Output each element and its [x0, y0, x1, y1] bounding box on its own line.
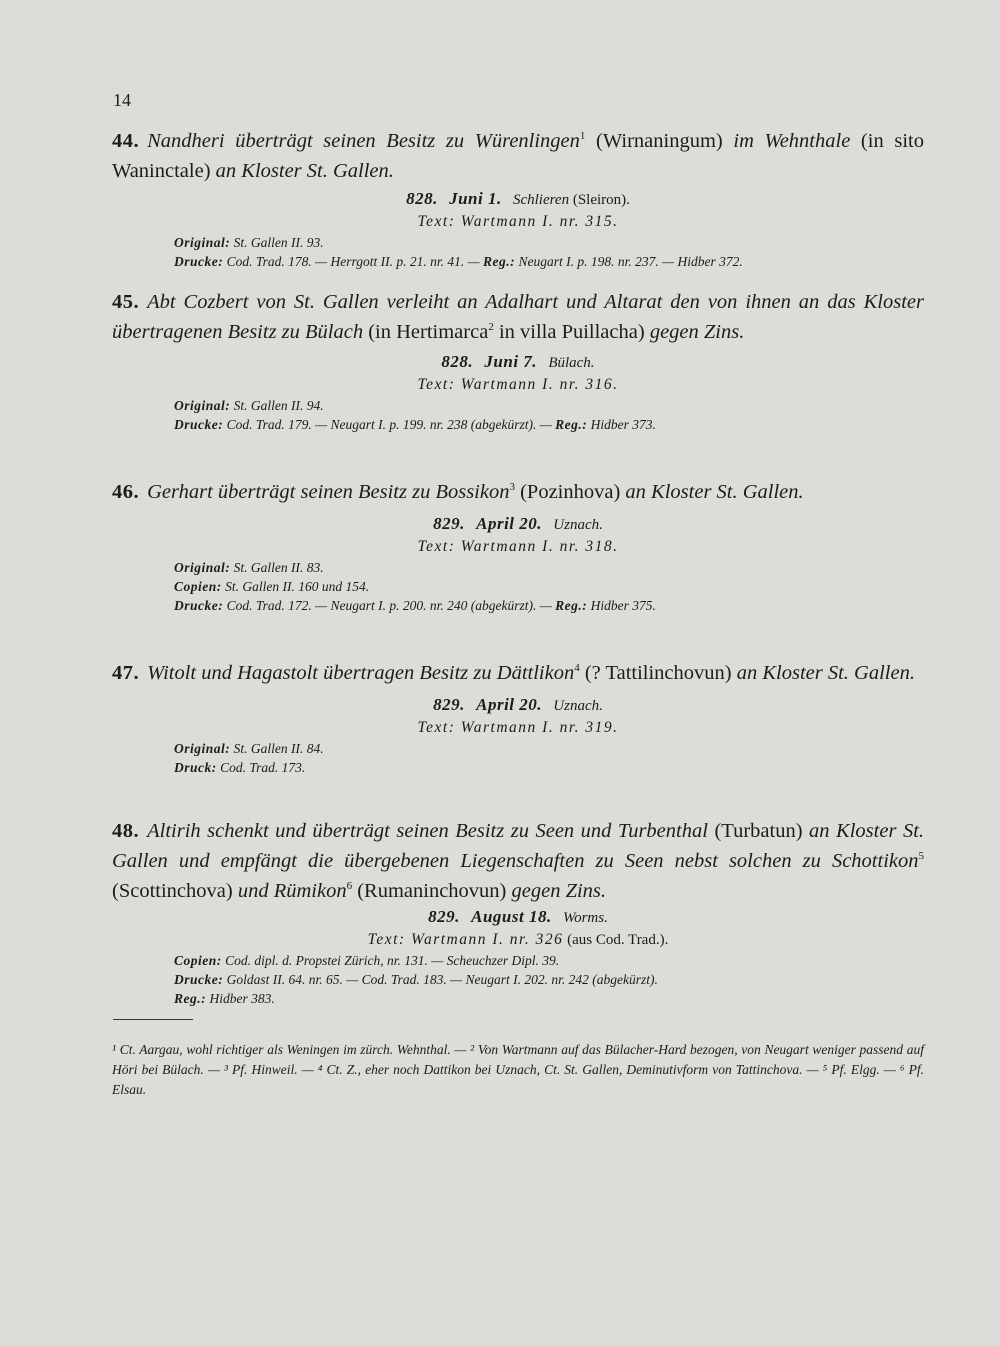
page-number: 14 [113, 90, 131, 110]
heading-part: gegen Zins. [649, 321, 745, 343]
footnotes: ¹ Ct. Aargau, wohl richtiger als Weningen im zürch. Wehnthal. — ² Von Wartmann auf das Bülacher-Hard bezogen, von Neugart weniger passend auf Höri bei Bülach. — ³ Pf. Hinweil. — ⁴ Ct. Z., eher noch Dattikon bei Uznach, Ct. St. Gallen, Deminutivform von Tattinchova. — ⁵ Pf. Elgg. — ⁶ Pf. Elsau. [112, 1042, 924, 1097]
footnote-ref: 2 [488, 321, 494, 334]
heading-part: Abt Cozbert von St. Gallen verleiht an Adalhart und Altarat den von ihnen an das Kloster übertragenen Besitz zu Bülach [112, 291, 924, 343]
text-reference: Text: Wartmann I. nr. 318. [417, 538, 619, 555]
text-reference: Text: Wartmann I. nr. 315. [417, 213, 619, 230]
entry-number: 44. [112, 130, 140, 152]
footnote-ref: 4 [574, 662, 580, 675]
heading-part: (Wirnaningum) [585, 130, 734, 152]
footnote-ref: 5 [918, 850, 924, 863]
text-reference: Text: Wartmann I. nr. 316. [417, 376, 619, 393]
heading-part: an Kloster St. Gallen. [625, 481, 804, 503]
entry-heading [112, 477, 924, 507]
entry-number: 46. [112, 481, 140, 503]
entry-48 [112, 816, 924, 1008]
entry-heading [112, 126, 924, 186]
heading-part: in villa Puillacha) [493, 321, 650, 343]
heading-part: (Pozinhova) [514, 481, 626, 503]
entry-44 [112, 126, 924, 271]
footnote-ref: 1 [579, 130, 586, 143]
entry-46 [112, 477, 924, 615]
prints-line: Drucke: Goldast II. 64. nr. 65. — Cod. Trad. 183. — Neugart I. 202. nr. 242 (abgekürzt). [174, 972, 658, 987]
heading-part: an Kloster St. Gallen. [736, 662, 915, 684]
heading-part: Altirih schenkt und überträgt seinen Besitz zu Seen und Turbenthal [147, 820, 708, 842]
date-line: 828. Juni 7. Bülach. [441, 352, 595, 371]
copies-line: Copien: Cod. dipl. d. Propstei Zürich, nr. 131. — Scheuchzer Dipl. 39. [174, 953, 560, 968]
entry-47 [112, 658, 924, 777]
entry-heading [112, 658, 924, 688]
date-line: 829. April 20. Uznach. [433, 514, 603, 533]
prints-line: Drucke: Cod. Trad. 179. — Neugart I. p. 199. nr. 238 (abgekürzt). — Reg.: Hidber 373. [174, 417, 656, 432]
date-line: 829. August 18. Worms. [428, 907, 608, 926]
footnote-divider [113, 1019, 193, 1020]
footnote-ref: 6 [346, 880, 353, 893]
regest-line: Reg.: Hidber 383. [174, 991, 275, 1006]
heading-part: Nandheri überträgt seinen Besitz zu Würenlingen [147, 130, 580, 152]
original-line: Original: St. Gallen II. 93. [174, 235, 324, 250]
text-reference: Text: Wartmann I. nr. 326 (aus Cod. Trad.). [367, 931, 669, 948]
heading-part: und Rümikon [237, 880, 347, 902]
date-line: 828. Juni 1. Schlieren (Sleiron). [406, 189, 630, 208]
heading-part: im Wehnthale [733, 130, 851, 152]
entry-heading [112, 287, 924, 347]
date-line: 829. April 20. Uznach. [433, 695, 603, 714]
prints-line: Drucke: Cod. Trad. 172. — Neugart I. p. 200. nr. 240 (abgekürzt). — Reg.: Hidber 375. [174, 598, 656, 613]
copies-line: Copien: St. Gallen II. 160 und 154. [174, 579, 370, 594]
entry-number: 48. [112, 820, 140, 842]
entry-heading [112, 816, 924, 906]
original-line: Original: St. Gallen II. 94. [174, 398, 324, 413]
original-line: Original: St. Gallen II. 84. [174, 741, 324, 756]
prints-line: Druck: Cod. Trad. 173. [174, 760, 306, 775]
heading-part: (Turbatun) [707, 820, 810, 842]
heading-part: an Kloster St. Gallen. [215, 160, 394, 182]
heading-part: (in sito Waninctale) [112, 130, 924, 182]
heading-part: an Kloster St. Gallen und empfängt die übergebenen Liegenschaften zu Seen nebst solchen zu Schottikon [112, 820, 925, 872]
footnote-ref: 3 [509, 481, 515, 494]
heading-part: Gerhart überträgt seinen Besitz zu Bossikon [147, 481, 510, 503]
text-reference: Text: Wartmann I. nr. 319. [417, 719, 619, 736]
heading-part: (in Hertimarca [363, 321, 489, 343]
heading-part: (Scottinchova) [112, 880, 238, 902]
original-line: Original: St. Gallen II. 83. [174, 560, 324, 575]
heading-part: (? Tattilinchovun) [579, 662, 737, 684]
entry-number: 47. [112, 662, 140, 684]
entry-number: 45. [112, 291, 140, 313]
entry-45 [112, 287, 924, 434]
heading-part: (Rumaninchovun) [352, 880, 512, 902]
heading-part: gegen Zins. [511, 880, 607, 902]
heading-part: Witolt und Hagastolt übertragen Besitz zu Dättlikon [147, 662, 575, 684]
prints-line: Drucke: Cod. Trad. 178. — Herrgott II. p. 21. nr. 41. — Reg.: Neugart I. p. 198. nr. 237. — Hidber 372. [174, 254, 743, 269]
